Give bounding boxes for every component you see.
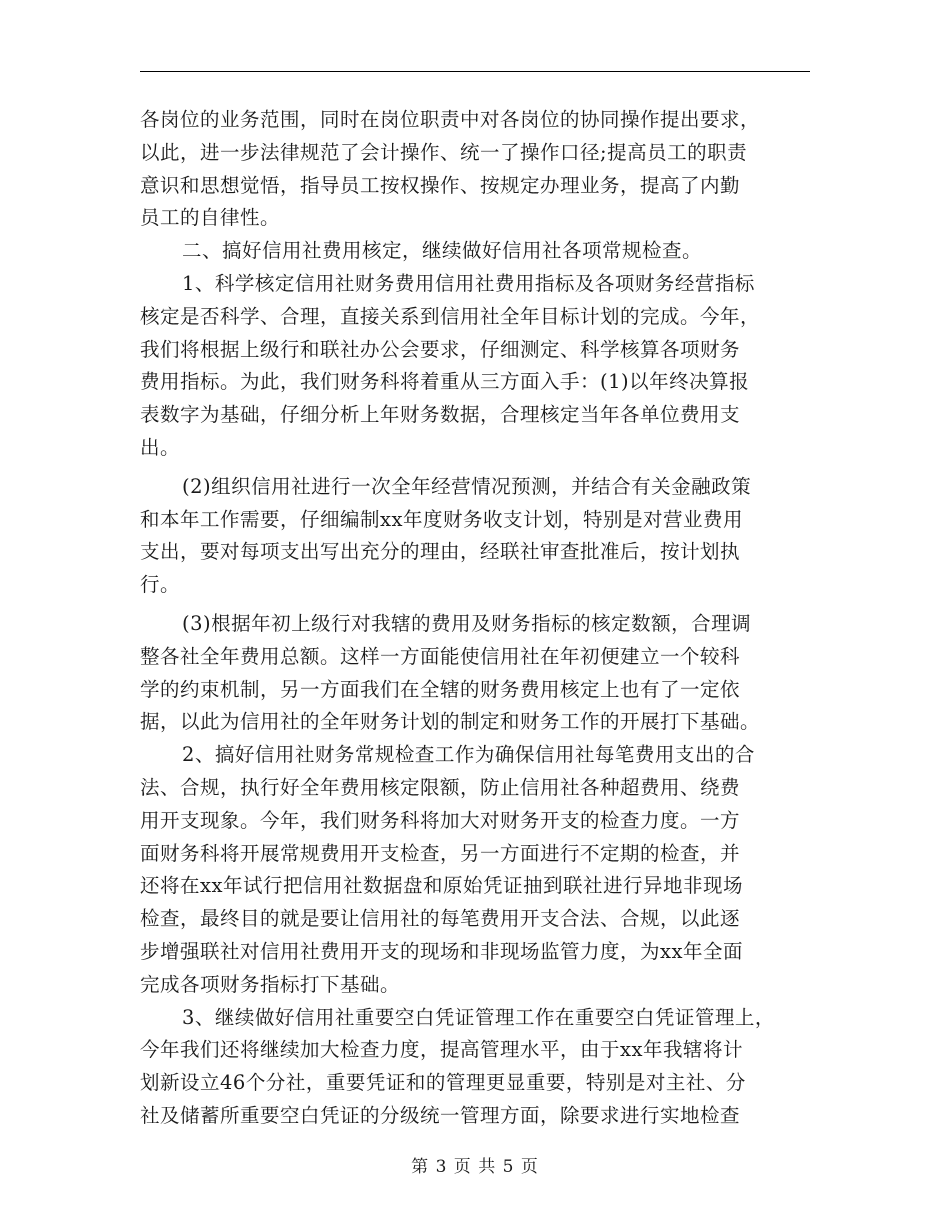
- text-line: (2)组织信用社进行一次全年经营情况预测，并结合有关金融政策: [182, 474, 752, 498]
- text-line: 用开支现象。今年，我们财务科将加大对财务开支的检查力度。一方: [140, 808, 741, 832]
- text-line: 还将在xx年试行把信用社数据盘和原始凭证抽到联社进行异地非现场: [140, 874, 743, 898]
- text-line: 2、搞好信用社财务常规检查工作为确保信用社每笔费用支出的合: [182, 743, 755, 767]
- text-line: 步增强联社对信用社费用开支的现场和非现场监管力度，为xx年全面: [140, 939, 743, 963]
- text-line: 今年我们还将继续加大检查力度，提高管理水平，由于xx年我辖将计: [140, 1038, 743, 1062]
- text-line: 员工的自律性。: [140, 206, 281, 230]
- text-line: 费用指标。为此，我们财务科将着重从三方面入手：(1)以年终决算报: [140, 370, 750, 394]
- text-line: 1、科学核定信用社财务费用信用社费用指标及各项财务经营指标: [182, 271, 755, 295]
- text-line: 面财务科将开展常规费用开支检查，另一方面进行不定期的检查，并: [140, 841, 741, 865]
- body-text: [140, 104, 815, 1133]
- text-line: 检查，最终目的就是要让信用社的每笔费用开支合法、合规，以此逐: [140, 907, 741, 931]
- text-line: 各岗位的业务范围，同时在岗位职责中对各岗位的协同操作提出要求，: [140, 108, 761, 131]
- text-line: 行。: [140, 573, 181, 597]
- text-line: 法、合规，执行好全年费用核定限额，防止信用社各种超费用、绕费: [140, 775, 741, 799]
- text-line: 划新设立46个分社，重要凭证和的管理更显重要，特别是对主社、分: [140, 1071, 746, 1095]
- text-line: 出。: [140, 435, 181, 459]
- text-line: 我们将根据上级行和联社办公会要求，仔细测定、科学核算各项财务: [140, 337, 741, 361]
- text-line: 3、继续做好信用社重要空白凭证管理工作在重要空白凭证管理上，: [182, 1005, 775, 1029]
- text-line: 社及储蓄所重要空白凭证的分级统一管理方面，除要求进行实地检查: [140, 1103, 741, 1127]
- text-line: 整各社全年费用总额。这样一方面能使信用社在年初便建立一个较科: [140, 644, 741, 668]
- text-line: 核定是否科学、合理，直接关系到信用社全年目标计划的完成。今年，: [140, 304, 761, 328]
- text-line: 和本年工作需要，仔细编制xx年度财务收支计划，特别是对营业费用: [140, 507, 743, 531]
- header-rule: [140, 71, 810, 72]
- text-line: 支出，要对每项支出写出充分的理由，经联社审查批准后，按计划执: [140, 540, 741, 564]
- text-line: 意识和思想觉悟，指导员工按权操作、按规定办理业务，提高了内勤: [140, 173, 741, 197]
- text-line: 以此，进一步法律规范了会计操作、统一了操作口径;提高员工的职责: [140, 140, 748, 164]
- text-line: 学的约束机制，另一方面我们在全辖的财务费用核定上也有了一定依: [140, 677, 741, 701]
- text-line: 据，以此为信用社的全年财务计划的制定和财务工作的开展打下基础。: [140, 710, 761, 734]
- text-line: 完成各项财务指标打下基础。: [140, 972, 401, 996]
- section-heading: 二、搞好信用社费用核定，继续做好信用社各项常规检查。: [182, 239, 703, 263]
- text-line: 表数字为基础，仔细分析上年财务数据，合理核定当年各单位费用支: [140, 403, 741, 427]
- page-number: 第 3 页 共 5 页: [411, 1157, 539, 1177]
- text-line: (3)根据年初上级行对我辖的费用及财务指标的核定数额，合理调: [182, 611, 752, 635]
